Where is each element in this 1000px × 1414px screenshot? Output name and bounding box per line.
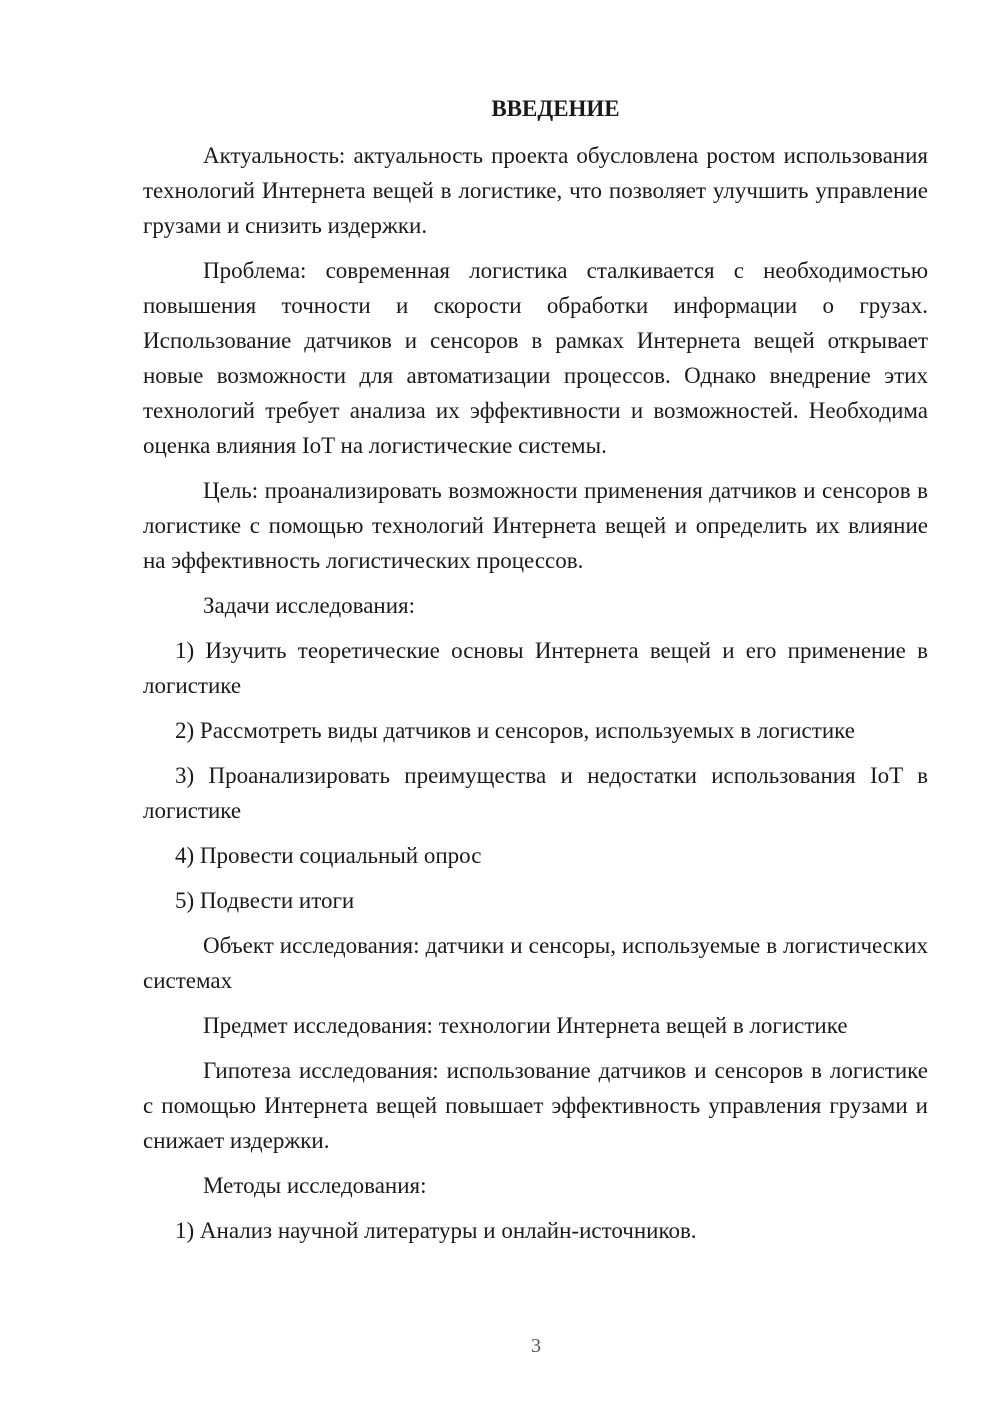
task-item: 1) Изучить теоретические основы Интернета вещей и его применение в логистике — [143, 638, 928, 698]
task-item: 5) Подвести итоги — [175, 888, 355, 913]
problem-paragraph: Проблема: современная логистика сталкивается с необходимостью повышения точности и скорости обработки информации о грузах. Использование датчиков и сенсоров в рамках Интернета вещей открывает новые возможности для автоматизации процессов. Однако внедрение этих технологий требует анализа их эффективности и возможностей. Необходима оценка влияния IoT на логистические системы. — [143, 258, 928, 458]
object-paragraph: Объект исследования: датчики и сенсоры, используемые в логистических системах — [143, 933, 928, 993]
tasks-heading: Задачи исследования: — [203, 593, 416, 618]
goal-paragraph: Цель: проанализировать возможности применения датчиков и сенсоров в логистике с помощью технологий Интернета вещей и определить их влияние на эффективность логистических процессов. — [143, 478, 928, 573]
task-item: 4) Провести социальный опрос — [175, 843, 482, 868]
subject-paragraph: Предмет исследования: технологии Интернета вещей в логистике — [203, 1013, 848, 1038]
task-item: 2) Рассмотреть виды датчиков и сенсоров, используемых в логистике — [175, 718, 855, 743]
page-title: ВВЕДЕНИЕ — [491, 96, 620, 121]
relevance-paragraph: Актуальность: актуальность проекта обусловлена ростом использования технологий Интернета вещей в логистике, что позволяет улучшить управление грузами и снизить издержки. — [143, 143, 928, 238]
hypothesis-paragraph: Гипотеза исследования: использование датчиков и сенсоров в логистике с помощью Интернета вещей повышает эффективность управления грузами и снижает издержки. — [143, 1058, 928, 1153]
methods-heading: Методы исследования: — [203, 1173, 427, 1198]
page-content — [143, 91, 928, 1258]
task-item: 3) Проанализировать преимущества и недостатки использования IoT в логистике — [143, 763, 928, 823]
method-item: 1) Анализ научной литературы и онлайн-источников. — [175, 1218, 697, 1243]
page-number: 3 — [531, 1335, 541, 1357]
